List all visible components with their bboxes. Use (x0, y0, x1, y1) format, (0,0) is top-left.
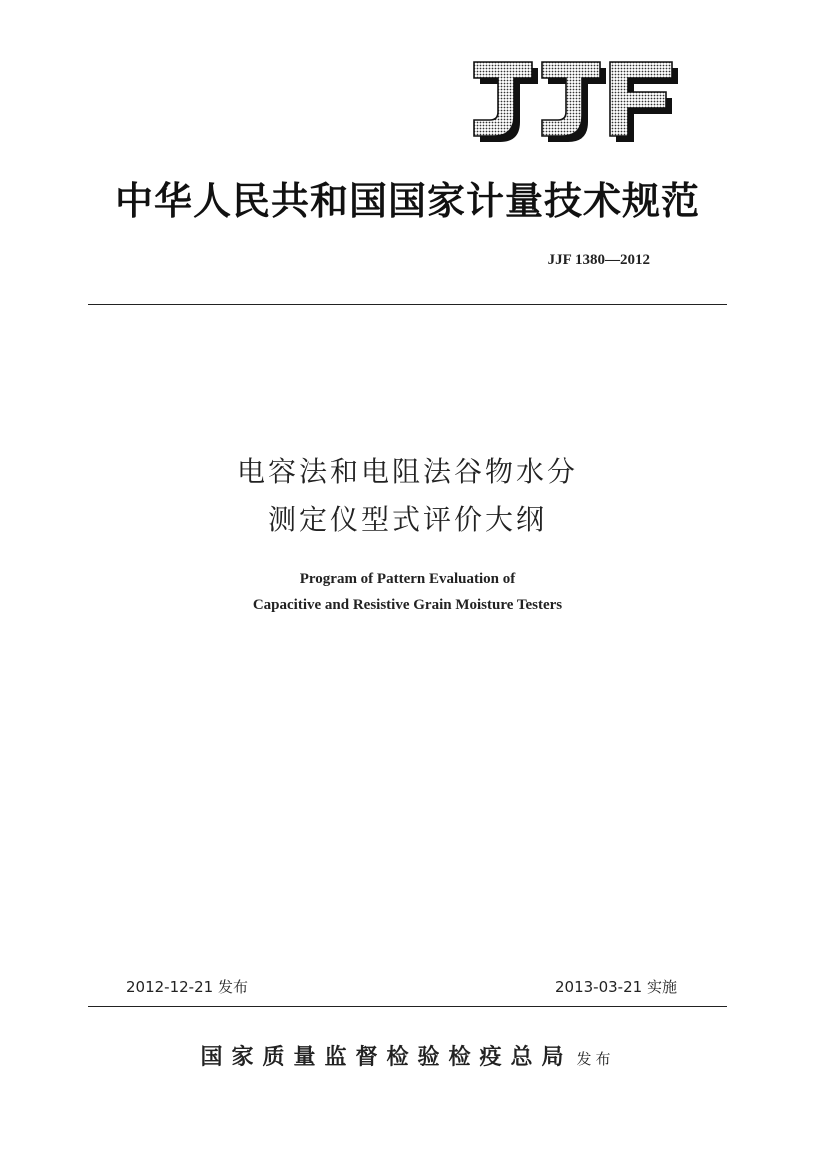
issue-date: 2012-12-21 发布 (126, 978, 248, 996)
top-divider (88, 304, 727, 305)
effective-date: 2013-03-21 实施 (555, 978, 677, 996)
jjf-logo (470, 58, 680, 144)
standard-code: JJF 1380—2012 (547, 252, 650, 268)
document-title-line-1: 电容法和电阻法谷物水分 (236, 455, 578, 488)
bottom-divider (88, 1006, 727, 1007)
standard-series-title: 中华人民共和国国家计量技术规范 (114, 178, 700, 223)
publisher-name: 国家质量监督检验检疫总局 (200, 1044, 573, 1070)
english-title-line-2: Capacitive and Resistive Grain Moisture Testers (252, 597, 563, 613)
publisher (0, 1040, 815, 1071)
publisher-suffix: 发布 (576, 1050, 615, 1068)
english-title-line-1: Program of Pattern Evaluation of (299, 571, 516, 587)
document-title-line-2: 测定仪型式评价大纲 (267, 503, 547, 536)
